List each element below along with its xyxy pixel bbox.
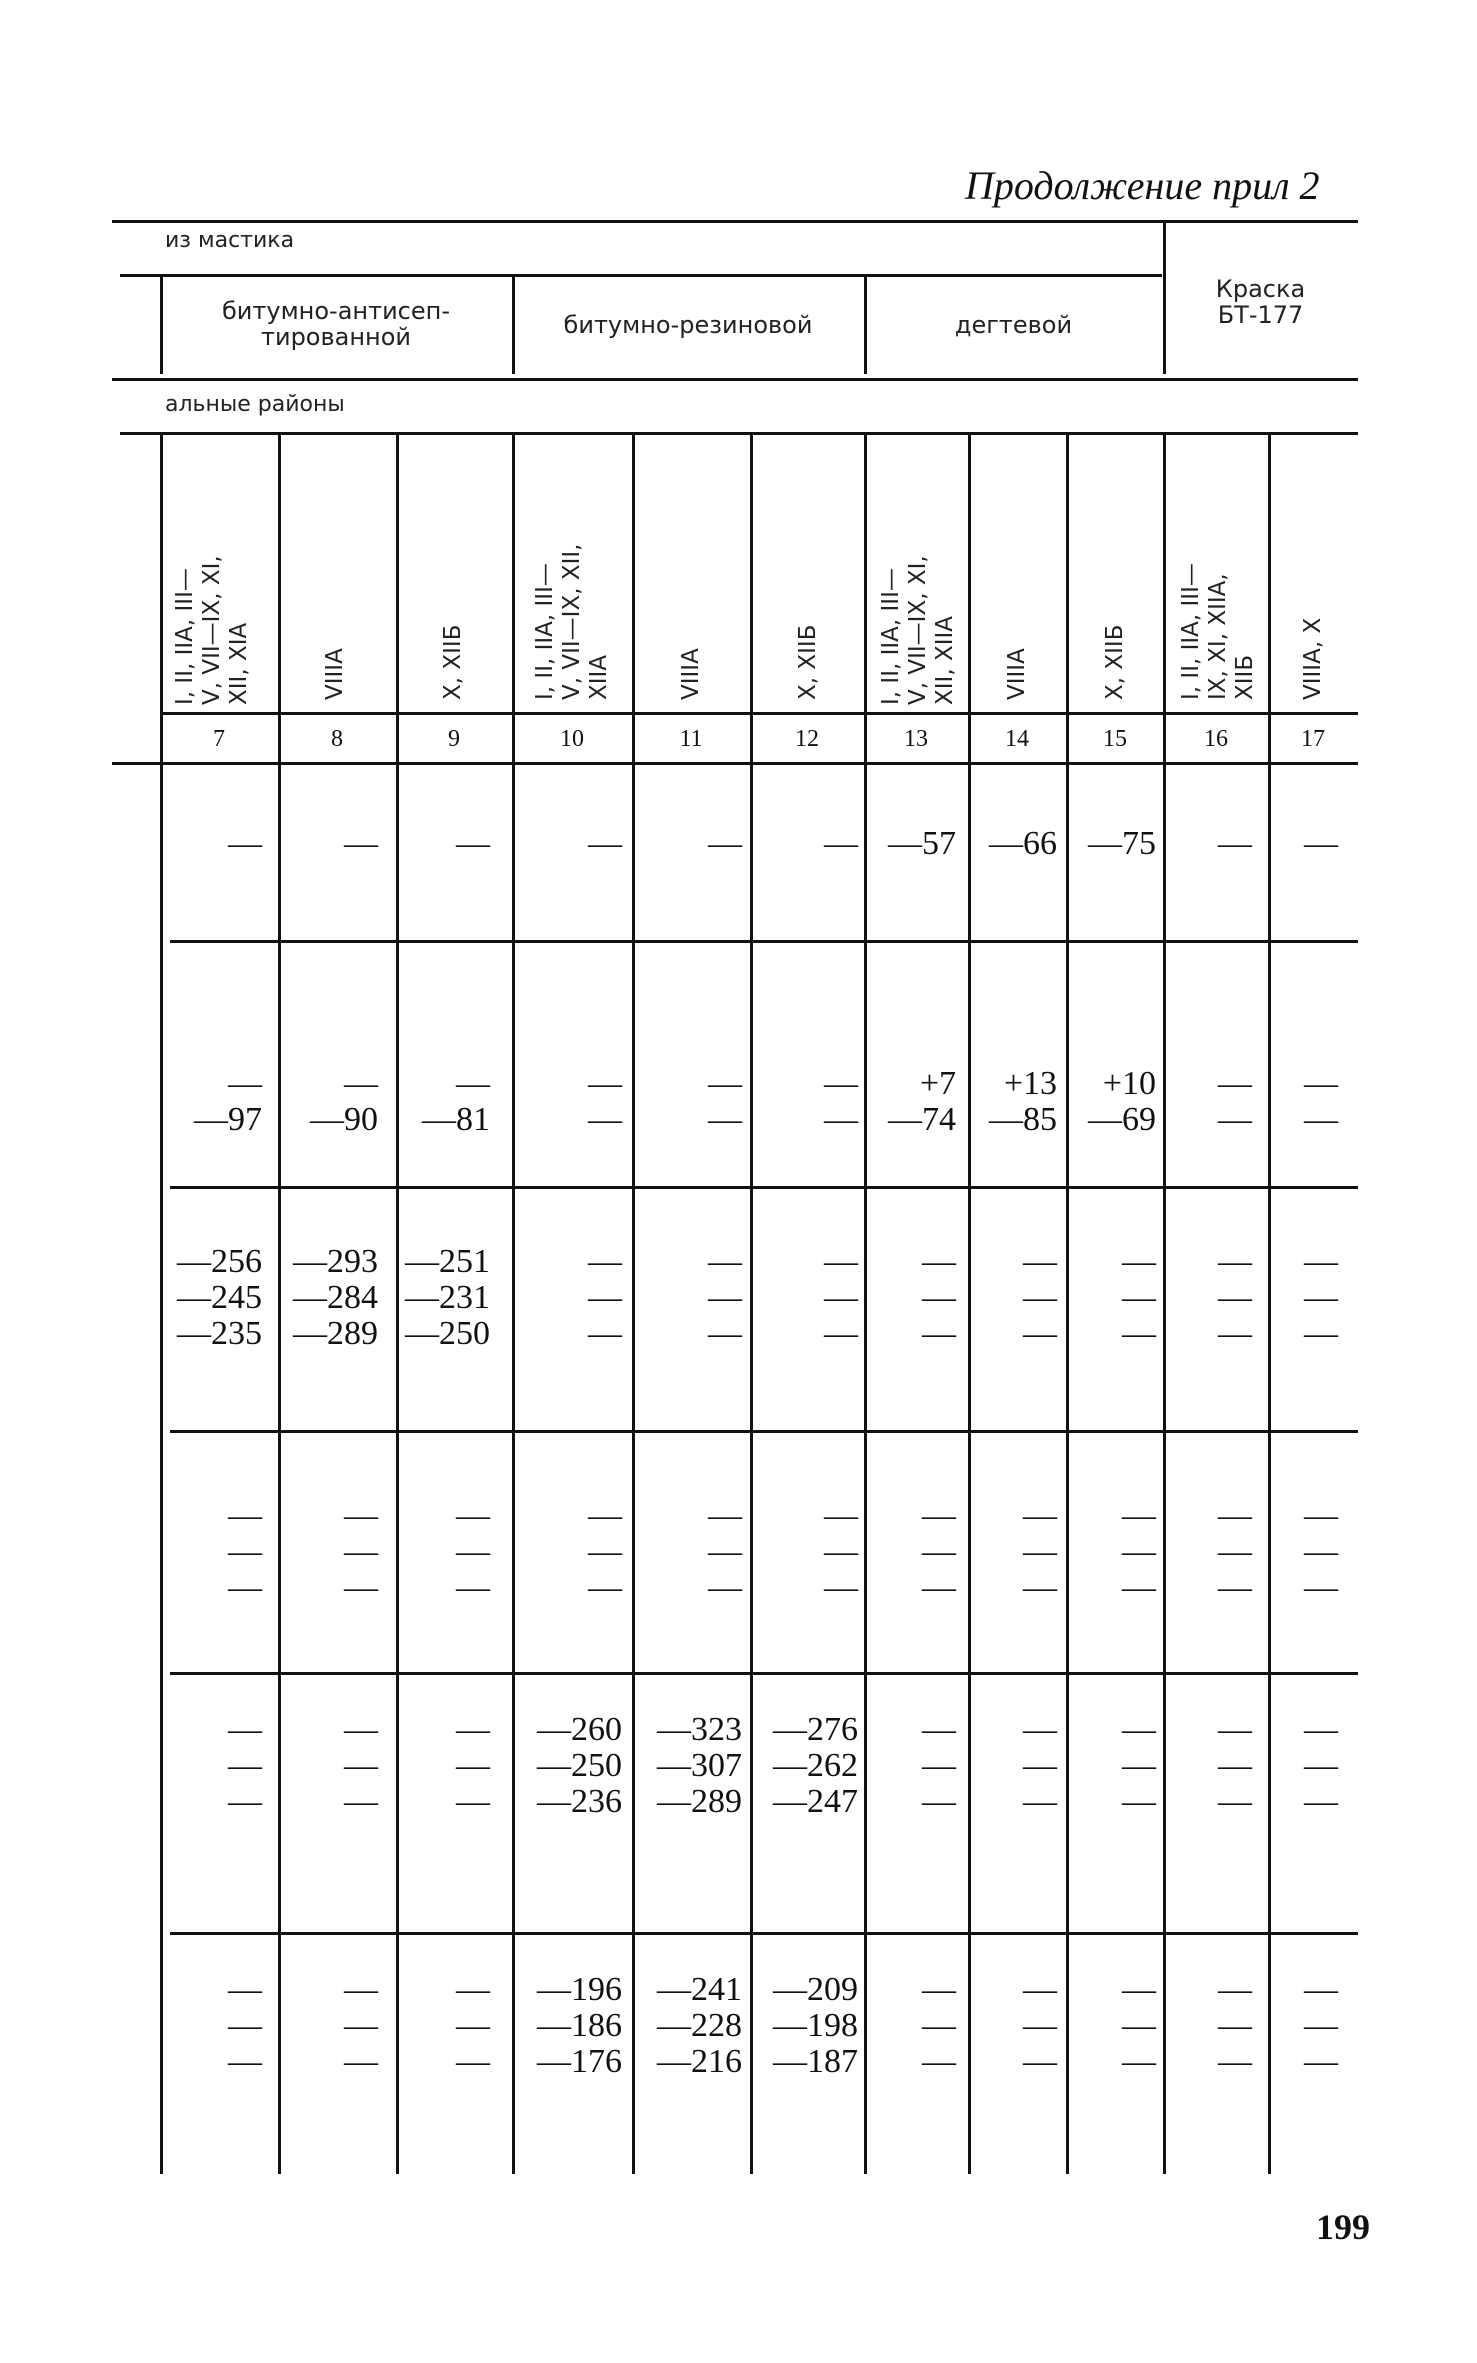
column-number: 14 bbox=[1005, 726, 1029, 752]
column-number: 10 bbox=[560, 726, 584, 752]
column-number: 7 bbox=[213, 726, 225, 752]
region-col-12: X, XIIБ bbox=[795, 624, 821, 700]
column-number: 8 bbox=[331, 726, 343, 752]
table-cell: — — — bbox=[1023, 1497, 1057, 1606]
table-cell: +7 —74 bbox=[888, 1065, 956, 1138]
table-cell: —241 —228 —216 bbox=[657, 1971, 742, 2080]
table-cell: —57 bbox=[888, 825, 956, 862]
regions-rule bbox=[120, 432, 1358, 435]
table-cell: — bbox=[1304, 825, 1338, 862]
group-paint-bt177: Краска БТ-177 bbox=[1215, 275, 1306, 329]
table-cell: — — — bbox=[922, 1971, 956, 2080]
group-rule bbox=[120, 274, 1162, 277]
table-cell: — — bbox=[824, 1065, 858, 1138]
column-number: 9 bbox=[448, 726, 460, 752]
column-number: 13 bbox=[904, 726, 928, 752]
table-cell: — bbox=[344, 825, 378, 862]
region-col-11: VIIIA bbox=[678, 648, 704, 700]
table-cell: — — — bbox=[344, 1711, 378, 1820]
table-cell: — —90 bbox=[310, 1065, 378, 1138]
table-cell: — — — bbox=[1218, 1711, 1252, 1820]
table-cell: — — — bbox=[456, 1971, 490, 2080]
group-bitumen-rubber: битумно-резиновой bbox=[563, 311, 813, 339]
table-cell: — — — bbox=[228, 1711, 262, 1820]
region-col-13: I, II, IIA, III— V, VII—IX, XI, XII, XIIA bbox=[878, 555, 958, 705]
table-cell: — — — bbox=[588, 1243, 622, 1352]
column-number: 15 bbox=[1103, 726, 1127, 752]
table-cell: — — — bbox=[456, 1711, 490, 1820]
table-cell: — bbox=[1218, 825, 1252, 862]
colnum-bottom-rule bbox=[112, 762, 1358, 765]
page-number: 199 bbox=[1316, 2207, 1370, 2247]
table-cell: —293 —284 —289 bbox=[293, 1243, 378, 1352]
page-title: Продолжение прил 2 bbox=[965, 163, 1320, 208]
table-cell: — — — bbox=[708, 1243, 742, 1352]
table-cell: — bbox=[228, 825, 262, 862]
table-cell: —251 —231 —250 bbox=[405, 1243, 490, 1352]
table-cell: — bbox=[708, 825, 742, 862]
row-separator bbox=[170, 1672, 1358, 1675]
table-cell: — — — bbox=[922, 1243, 956, 1352]
table-cell: — —97 bbox=[194, 1065, 262, 1138]
table-cell: — — — bbox=[228, 1971, 262, 2080]
table-cell: — — — bbox=[228, 1497, 262, 1606]
table-cell: — — — bbox=[922, 1497, 956, 1606]
group-tar: дегтевой bbox=[954, 311, 1073, 339]
table-cell: — — — bbox=[588, 1497, 622, 1606]
table-cell: — — — bbox=[1122, 1971, 1156, 2080]
table-cell: — — — bbox=[1023, 1243, 1057, 1352]
table-cell: — — bbox=[588, 1065, 622, 1138]
row-separator bbox=[170, 1186, 1358, 1189]
column-number: 11 bbox=[679, 726, 703, 752]
row-separator bbox=[170, 1932, 1358, 1935]
table-cell: —66 bbox=[989, 825, 1057, 862]
column-number: 17 bbox=[1301, 726, 1325, 752]
table-cell: — — — bbox=[708, 1497, 742, 1606]
regions-label: альные районы bbox=[165, 392, 345, 417]
table-cell: — — — bbox=[1218, 1243, 1252, 1352]
table-cell: — — — bbox=[456, 1497, 490, 1606]
region-col-14: VIIIA bbox=[1004, 648, 1030, 700]
table-cell: — — — bbox=[1304, 1711, 1338, 1820]
region-col-15: X, XIIБ bbox=[1102, 624, 1128, 700]
table-cell: — — — bbox=[922, 1711, 956, 1820]
table-cell: —196 —186 —176 bbox=[537, 1971, 622, 2080]
table-cell: — — bbox=[708, 1065, 742, 1138]
table-cell: — bbox=[824, 825, 858, 862]
table-cell: — —81 bbox=[422, 1065, 490, 1138]
table-cell: — — bbox=[1218, 1065, 1252, 1138]
table-cell: — — — bbox=[344, 1497, 378, 1606]
region-col-7: I, II, IIA, III— V, VII—IX, XI, XII, XIA bbox=[172, 555, 252, 705]
column-number: 12 bbox=[795, 726, 819, 752]
table-cell: —276 —262 —247 bbox=[773, 1711, 858, 1820]
table-cell: — bbox=[588, 825, 622, 862]
column-number: 16 bbox=[1204, 726, 1228, 752]
region-col-8: VIIIA bbox=[322, 648, 348, 700]
table-cell: — — — bbox=[1023, 1971, 1057, 2080]
table-cell: +10 —69 bbox=[1088, 1065, 1156, 1138]
table-cell: — — — bbox=[1304, 1971, 1338, 2080]
row-separator bbox=[170, 940, 1358, 943]
group-bitumen-antiseptic: битумно-антисеп- тированной bbox=[221, 297, 450, 351]
table-cell: — — — bbox=[1218, 1971, 1252, 2080]
region-col-9: X, XIIБ bbox=[440, 624, 466, 700]
table-cell: —260 —250 —236 bbox=[537, 1711, 622, 1820]
table-cell: —256 —245 —235 bbox=[177, 1243, 262, 1352]
table-cell: — — — bbox=[824, 1243, 858, 1352]
table-cell: —323 —307 —289 bbox=[657, 1711, 742, 1820]
table-cell: — — — bbox=[1304, 1497, 1338, 1606]
group-header-mastic: из мастика bbox=[165, 228, 295, 253]
region-col-10: I, II, IIA, III— V, VII—IX, XII, XIIA bbox=[532, 543, 612, 700]
table-cell: — — — bbox=[1122, 1497, 1156, 1606]
table-cell: — — — bbox=[1218, 1497, 1252, 1606]
region-col-17: VIIIA, X bbox=[1300, 617, 1326, 700]
region-col-16: I, II, IIA, III— IX, XI, XIIA, XIIБ bbox=[1178, 563, 1258, 700]
table-cell: — — — bbox=[824, 1497, 858, 1606]
table-top-rule bbox=[112, 220, 1358, 223]
colnum-top-rule bbox=[160, 712, 1358, 715]
table-cell: — bbox=[456, 825, 490, 862]
table-cell: —75 bbox=[1088, 825, 1156, 862]
table-cell: — — — bbox=[344, 1971, 378, 2080]
table-cell: — — — bbox=[1122, 1711, 1156, 1820]
table-cell: — — — bbox=[1304, 1243, 1338, 1352]
group-bottom-rule bbox=[112, 378, 1358, 381]
table-cell: +13 —85 bbox=[989, 1065, 1057, 1138]
table-cell: — — — bbox=[1023, 1711, 1057, 1820]
table-cell: — — — bbox=[1122, 1243, 1156, 1352]
table-cell: — — bbox=[1304, 1065, 1338, 1138]
row-separator bbox=[170, 1430, 1358, 1433]
table-cell: —209 —198 —187 bbox=[773, 1971, 858, 2080]
